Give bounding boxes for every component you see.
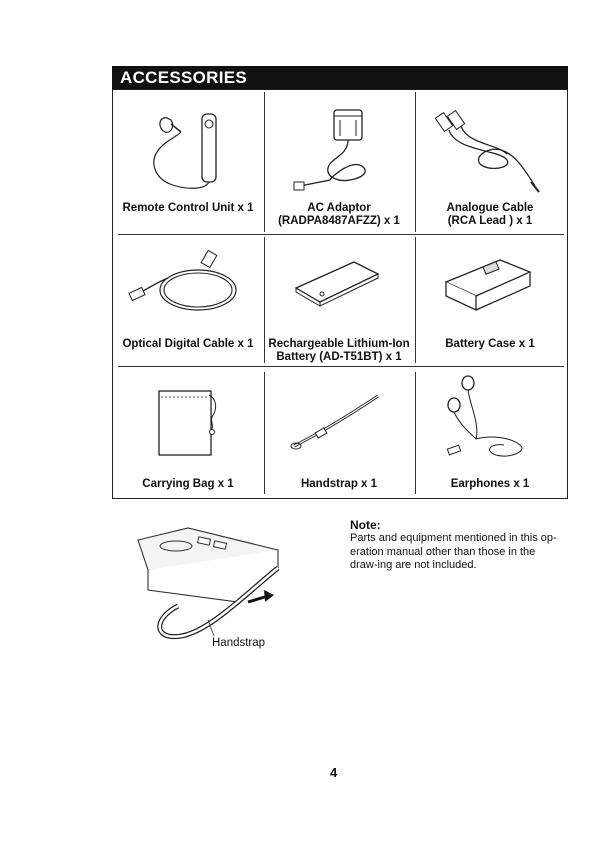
item-label-optical-cable: Optical Digital Cable x 1 (122, 338, 254, 350)
item-label-battery-case: Battery Case x 1 (445, 338, 535, 350)
battery-icon (292, 258, 382, 308)
ac-adaptor-icon (290, 106, 380, 198)
item-label-ac-adaptor: AC Adaptor (RADPA8487AFZZ) x 1 (278, 202, 400, 227)
section-title: ACCESSORIES (120, 68, 248, 87)
optical-cable-icon (128, 248, 243, 323)
item-label-carrying-bag: Carrying Bag x 1 (142, 478, 234, 490)
item-label-remote: Remote Control Unit x 1 (122, 202, 254, 214)
analogue-cable-icon (435, 110, 540, 195)
item-label-earphones: Earphones x 1 (450, 478, 530, 490)
battery-case-icon (440, 254, 535, 314)
remote-control-icon (145, 108, 230, 193)
page-number: 4 (330, 765, 338, 780)
earphones-icon (440, 375, 535, 465)
col-divider-1c (264, 372, 265, 494)
note-title: Note: (350, 518, 381, 532)
col-divider-2c (415, 372, 416, 494)
row-divider-1 (118, 234, 564, 235)
handstrap-icon (288, 390, 388, 455)
item-label-analogue-cable: Analogue Cable (RCA Lead ) x 1 (446, 202, 534, 227)
item-label-battery: Rechargeable Lithium-Ion Battery (AD-T51BT) x 1 (268, 338, 410, 363)
illustration-label: Handstrap (212, 637, 266, 649)
item-label-handstrap: Handstrap x 1 (300, 478, 378, 490)
handstrap-attachment-illustration (128, 520, 288, 645)
row-divider-2 (118, 366, 564, 367)
note-text: Parts and equipment mentioned in this op-eration manual other than those in the draw-ing are not included. (350, 532, 557, 571)
section-header (112, 66, 568, 89)
carrying-bag-icon (157, 385, 222, 457)
